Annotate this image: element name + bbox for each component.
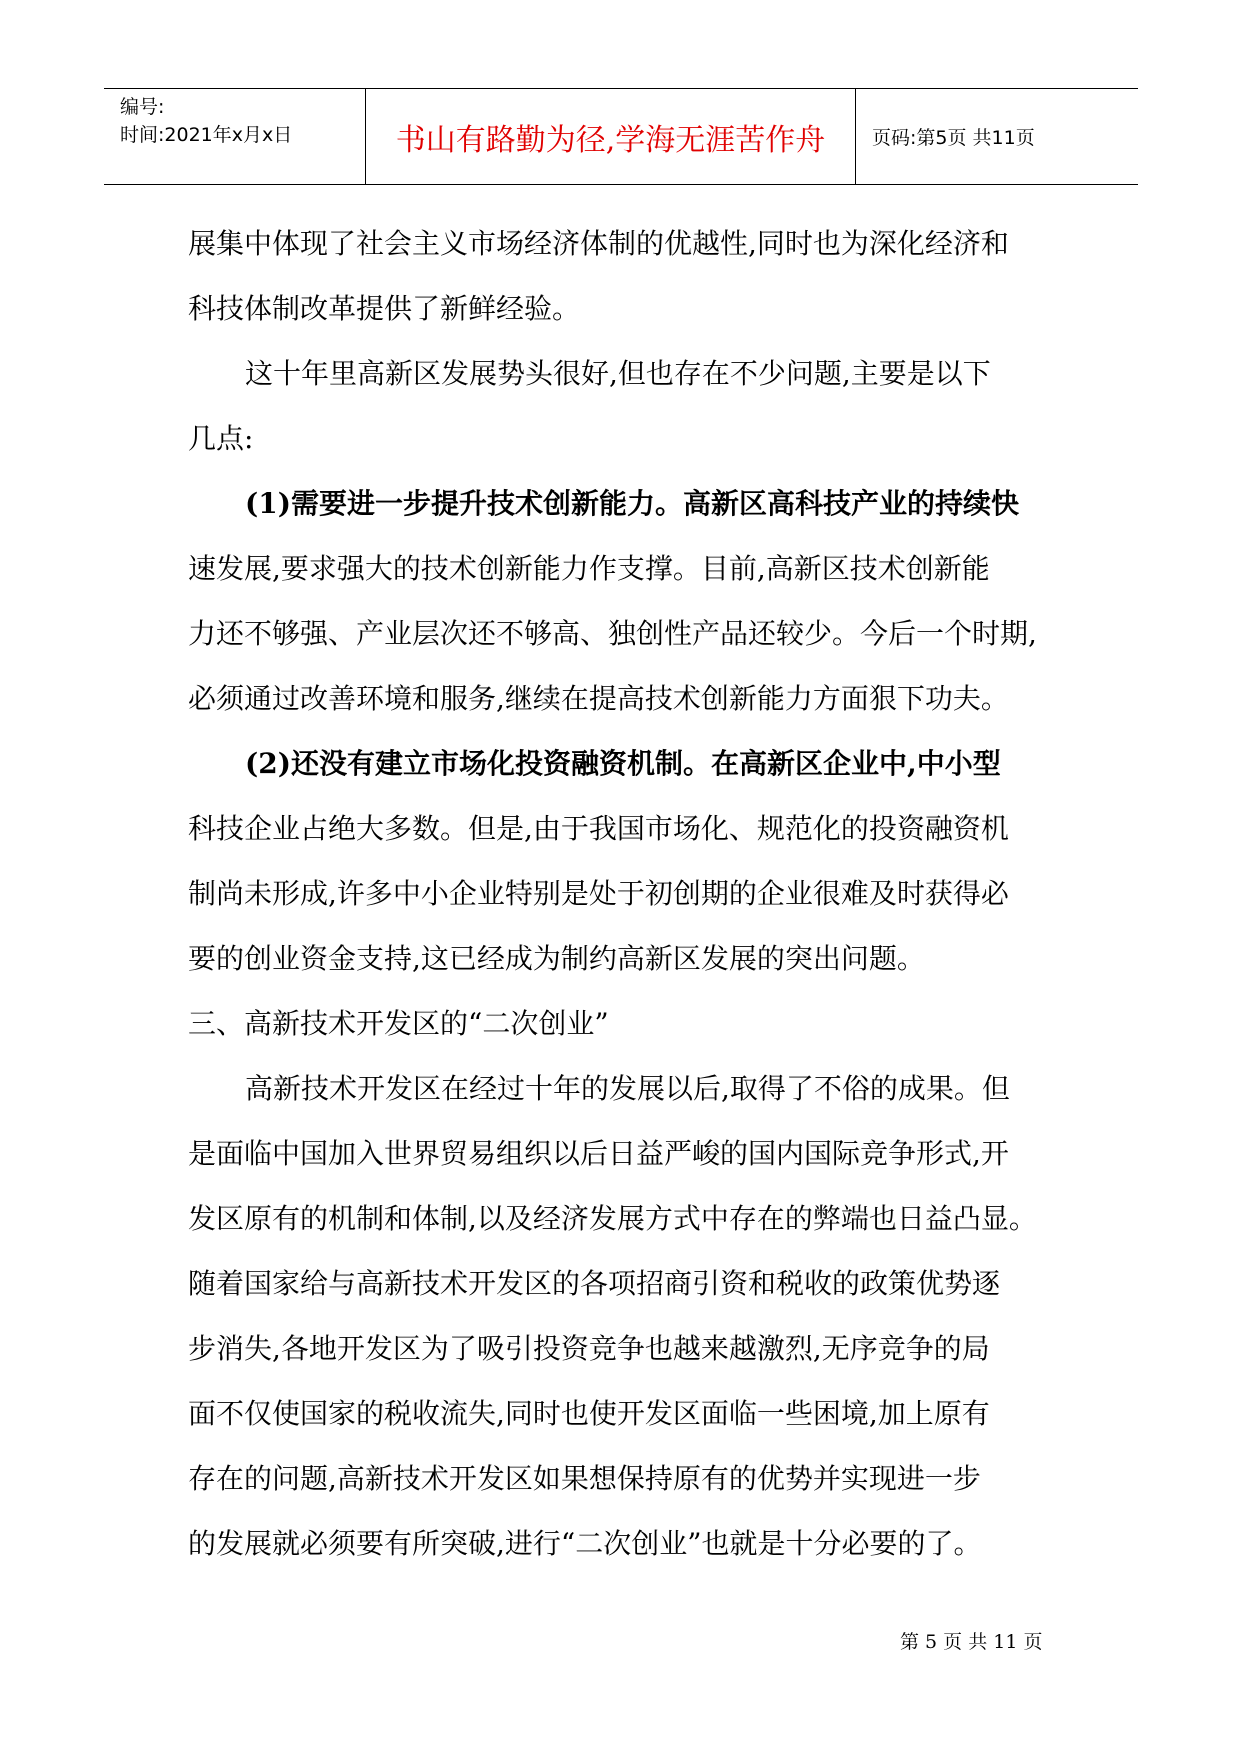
- page-header: [104, 88, 1138, 185]
- body-line: 必须通过改善环境和服务,继续在提高技术创新能力方面狠下功夫。: [188, 682, 1009, 715]
- body-line: 随着国家给与高新技术开发区的各项招商引资和税收的政策优势逐: [188, 1267, 1001, 1300]
- body-line: 面不仅使国家的税收流失,同时也使开发区面临一些困境,加上原有: [188, 1397, 990, 1430]
- body-line: 几点:: [188, 422, 254, 455]
- body-line: 力还不够强、产业层次还不够高、独创性产品还较少。今后一个时期,: [188, 617, 1037, 650]
- body-line: 这十年里高新区发展势头很好,但也存在不少问题,主要是以下: [245, 357, 991, 390]
- header-motto: 书山有路勤为径,学海无涯苦作舟: [366, 89, 856, 184]
- body-line: (1)需要进一步提升技术创新能力。高新区高科技产业的持续快: [245, 487, 1019, 520]
- serial-label: 编号:: [120, 96, 165, 118]
- body-line: 科技体制改革提供了新鲜经验。: [188, 292, 581, 325]
- section-heading: 三、高新技术开发区的“二次创业”: [188, 1007, 609, 1040]
- header-page-info: 页码:第5页 共11页: [872, 127, 1035, 149]
- time-label: 时间:2021年x月x日: [120, 124, 293, 146]
- body-line: 展集中体现了社会主义市场经济体制的优越性,同时也为深化经济和: [188, 227, 1009, 260]
- body-line: 发区原有的机制和体制,以及经济发展方式中存在的弊端也日益凸显。: [188, 1202, 1037, 1235]
- header-meta: [104, 89, 366, 184]
- body-line: 是面临中国加入世界贸易组织以后日益严峻的国内国际竞争形式,开: [188, 1137, 1009, 1170]
- body-line: 的发展就必须要有所突破,进行“二次创业”也就是十分必要的了。: [188, 1527, 982, 1560]
- body-line: 速发展,要求强大的技术创新能力作支撑。目前,高新区技术创新能: [188, 552, 990, 585]
- body-line: 科技企业占绝大多数。但是,由于我国市场化、规范化的投资融资机: [188, 812, 1009, 845]
- body-line: 存在的问题,高新技术开发区如果想保持原有的优势并实现进一步: [188, 1462, 981, 1495]
- body-line: (2)还没有建立市场化投资融资机制。在高新区企业中,中小型: [245, 747, 1001, 780]
- body-line: 要的创业资金支持,这已经成为制约高新区发展的突出问题。: [188, 942, 925, 975]
- body-line: 高新技术开发区在经过十年的发展以后,取得了不俗的成果。但: [245, 1072, 1010, 1105]
- body-line: 步消失,各地开发区为了吸引投资竞争也越来越激烈,无序竞争的局: [188, 1332, 990, 1365]
- page-footer: 第 5 页 共 11 页: [900, 1631, 1043, 1653]
- body-line: 制尚未形成,许多中小企业特别是处于初创期的企业很难及时获得必: [188, 877, 1009, 910]
